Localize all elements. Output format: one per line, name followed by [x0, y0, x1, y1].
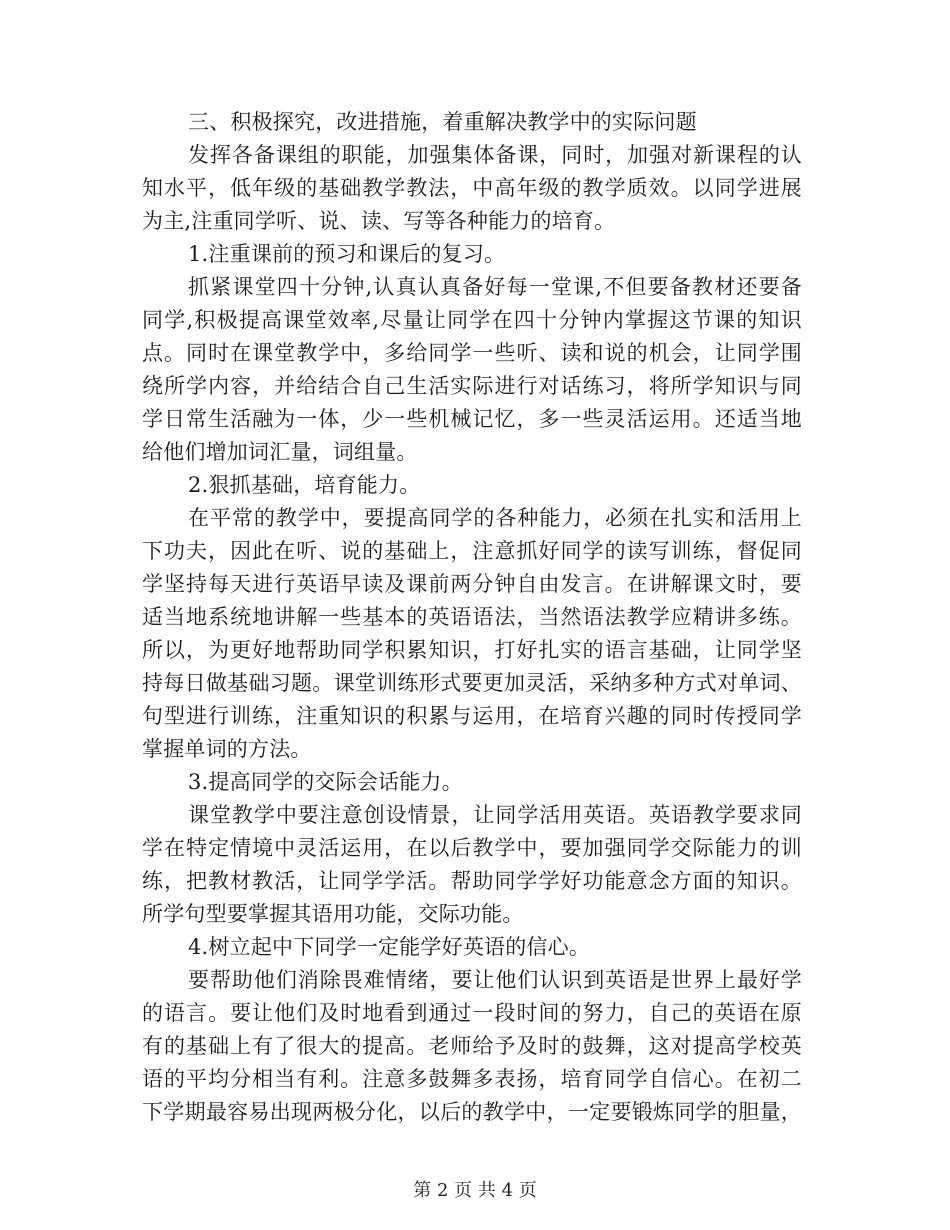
- paragraph-line: 课堂教学中要注意创设情景，让同学活用英语。英语教学要求同: [188, 803, 802, 827]
- page-footer: 第 2 页 共 4 页: [413, 1180, 537, 1201]
- paragraph-line: 学在特定情境中灵活运用，在以后教学中，要加强同学交际能力的训: [142, 836, 802, 860]
- subheading: 4.树立起中下同学一定能学好英语的信心。: [188, 935, 591, 959]
- paragraph-line: 绕所学内容，并给结合自己生活实际进行对话练习，将所学知识与同: [142, 374, 802, 398]
- paragraph-line: 在平常的教学中，要提高同学的各种能力，必须在扎实和活用上: [188, 506, 802, 530]
- subheading: 3.提高同学的交际会话能力。: [188, 770, 463, 794]
- paragraph-line: 同学,积极提高课堂效率,尽量让同学在四十分钟内掌握这节课的知识: [142, 308, 802, 332]
- document-body: [142, 106, 802, 1129]
- paragraph-line: 给他们增加词汇量，词组量。: [142, 440, 418, 464]
- paragraph-line: 持每日做基础习题。课堂训练形式要更加灵活，采纳多种方式对单词、: [142, 671, 802, 695]
- paragraph-line: 学日常生活融为一体，少一些机械记忆，多一些灵活运用。还适当地: [142, 407, 802, 431]
- paragraph-line: 所学句型要掌握其语用功能，交际功能。: [142, 902, 524, 926]
- subheading: 1.注重课前的预习和课后的复习。: [188, 242, 506, 266]
- subheading: 2.狠抓基础，培育能力。: [188, 473, 421, 497]
- paragraph-line: 下学期最容易出现两极分化，以后的教学中，一定要锻炼同学的胆量，: [142, 1100, 802, 1124]
- paragraph-line: 练，把教材教活，让同学学活。帮助同学学好功能意念方面的知识。: [142, 869, 802, 893]
- paragraph-line: 要帮助他们消除畏难情绪，要让他们认识到英语是世界上最好学: [188, 968, 802, 992]
- paragraph-line: 的语言。要让他们及时地看到通过一段时间的努力，自己的英语在原: [142, 1001, 802, 1025]
- paragraph-line: 所以，为更好地帮助同学积累知识，打好扎实的语言基础，让同学坚: [142, 638, 802, 662]
- paragraph-line: 为主,注重同学听、说、读、写等各种能力的培育。: [142, 209, 616, 233]
- paragraph-line: 点。同时在课堂教学中，多给同学一些听、读和说的机会，让同学围: [142, 341, 802, 365]
- paragraph-line: 语的平均分相当有利。注意多鼓舞多表扬，培育同学自信心。在初二: [142, 1067, 802, 1091]
- paragraph-line: 句型进行训练，注重知识的积累与运用，在培育兴趣的同时传授同学: [142, 704, 802, 728]
- section-heading: 三、积极探究，改进措施，着重解决教学中的实际问题: [188, 110, 697, 134]
- paragraph-line: 发挥各备课组的职能，加强集体备课，同时，加强对新课程的认: [188, 143, 802, 167]
- paragraph-line: 有的基础上有了很大的提高。老师给予及时的鼓舞，这对提高学校英: [142, 1034, 802, 1058]
- paragraph-line: 知水平，低年级的基础教学教法，中高年级的教学质效。以同学进展: [142, 176, 802, 200]
- paragraph-line: 适当地系统地讲解一些基本的英语语法，当然语法教学应精讲多练。: [142, 605, 802, 629]
- paragraph-line: 抓紧课堂四十分钟,认真认真备好每一堂课,不但要备教材还要备: [188, 275, 802, 299]
- paragraph-line: 掌握单词的方法。: [142, 737, 312, 761]
- paragraph-line: 学坚持每天进行英语早读及课前两分钟自由发言。在讲解课文时，要: [142, 572, 802, 596]
- paragraph-line: 下功夫，因此在听、说的基础上，注意抓好同学的读写训练，督促同: [142, 539, 802, 563]
